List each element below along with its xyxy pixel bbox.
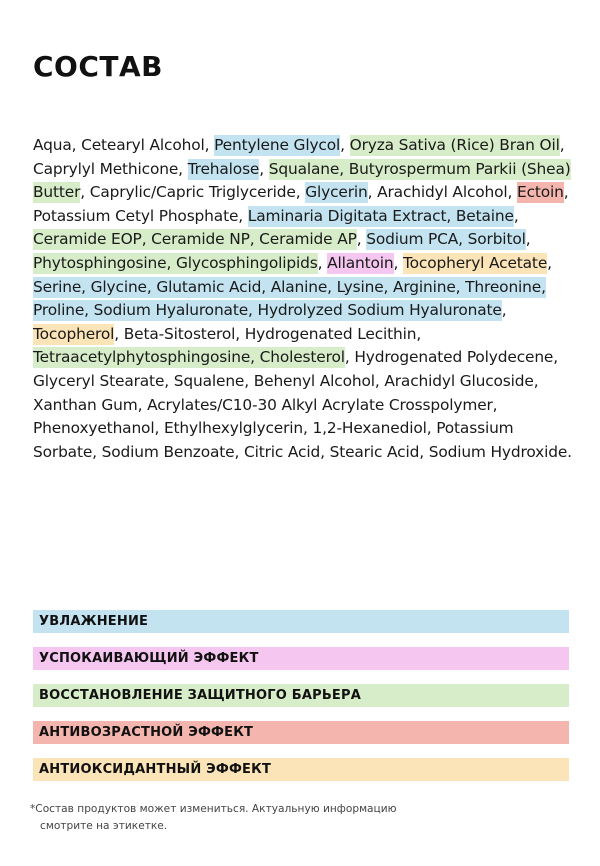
ingredient-text: , xyxy=(547,253,552,272)
ingredient-text: , Potassium Cetyl Phosphate, xyxy=(33,183,569,225)
highlighted-ingredient: Ceramide EOP, Ceramide NP, Ceramide AP xyxy=(33,230,357,249)
highlighted-ingredient: Squalane, Butyrospermum Parkii (Shea) Butter xyxy=(33,159,571,202)
ingredient-text: , xyxy=(501,301,507,320)
highlighted-ingredient: Allantoin xyxy=(327,253,394,272)
legend-label: АНТИВОЗРАСТНОЙ ЭФФЕКТ xyxy=(39,725,254,740)
ingredient-text: , Beta-Sitosterol, Hydrogenated Lecithin, xyxy=(114,324,422,343)
legend-label: УСПОКАИВАЮЩИЙ ЭФФЕКТ xyxy=(39,651,259,666)
ingredient-text: , xyxy=(317,253,328,272)
ingredients-list xyxy=(33,134,573,464)
page-title: СОСТАВ xyxy=(33,50,164,83)
ingredient-text: , xyxy=(513,206,519,225)
highlighted-ingredient: Ectoin xyxy=(517,183,564,202)
effects-legend xyxy=(33,610,569,795)
ingredient-text: Aqua, Cetearyl Alcohol, xyxy=(33,136,215,154)
highlighted-ingredient: Sodium PCA, Sorbitol xyxy=(366,230,526,249)
highlighted-ingredient: Tocopheryl Acetate xyxy=(403,253,548,272)
ingredient-text: , Caprylyl Methicone, xyxy=(33,136,565,178)
footnote-line-1: *Состав продуктов может измениться. Актуальную информацию xyxy=(30,803,397,815)
highlighted-ingredient: Tocopherol xyxy=(33,324,115,343)
highlighted-ingredient: Tetraacetylphytosphingosine, Cholesterol xyxy=(33,348,345,367)
ingredient-text: , xyxy=(259,159,269,178)
ingredient-text: , xyxy=(340,136,350,154)
ingredient-text: , Arachidyl Alcohol, xyxy=(367,183,517,202)
legend-label: АНТИОКСИДАНТНЫЙ ЭФФЕКТ xyxy=(39,762,272,777)
footnote-line-2: смотрите на этикетке. xyxy=(40,820,168,832)
highlighted-ingredient: Laminaria Digitata Extract, Betaine xyxy=(247,206,514,225)
highlighted-ingredient: Serine, Glycine, Glutamic Acid, Alanine, Lysine, Arginine, Threonine, Proline, Sodium Hyaluronate, Hydrolyzed Sodium Hyaluronate xyxy=(33,277,546,320)
legend-item-antiaging xyxy=(33,721,569,744)
footnote xyxy=(30,801,490,835)
legend-label: ВОССТАНОВЛЕНИЕ ЗАЩИТНОГО БАРЬЕРА xyxy=(39,688,361,703)
legend-item-barrier xyxy=(33,684,569,707)
ingredient-text: , xyxy=(356,230,367,249)
ingredient-text: , Hydrogenated Polydecene, Glyceryl Stearate, Squalene, Behenyl Alcohol, Arachidyl Glucoside, Xanthan Gum, Acrylates/C10-30 Alkyl Acrylate Crosspolymer, Phenoxyethanol, Ethylhexylglycerin, 1,2-Hexanediol, Potassium Sorbate, Sodium Benzoate, Citric Acid, Stearic Acid, Sodium Hydroxide. xyxy=(33,348,572,461)
ingredient-text: , Caprylic/Capric Triglyceride, xyxy=(80,183,306,202)
highlighted-ingredient: Trehalose xyxy=(187,159,260,178)
highlighted-ingredient: Pentylene Glycol xyxy=(214,136,341,154)
legend-label: УВЛАЖНЕНИЕ xyxy=(39,614,149,629)
highlighted-ingredient: Glycerin xyxy=(305,183,368,202)
ingredient-text: , xyxy=(393,253,403,272)
legend-item-moisturizing xyxy=(33,610,569,633)
legend-item-antioxidant xyxy=(33,758,569,781)
ingredient-text: , xyxy=(525,230,531,249)
highlighted-ingredient: Phytosphingosine, Glycosphingolipids xyxy=(33,253,318,272)
highlighted-ingredient: Oryza Sativa (Rice) Bran Oil xyxy=(349,136,560,154)
legend-item-soothing xyxy=(33,647,569,670)
